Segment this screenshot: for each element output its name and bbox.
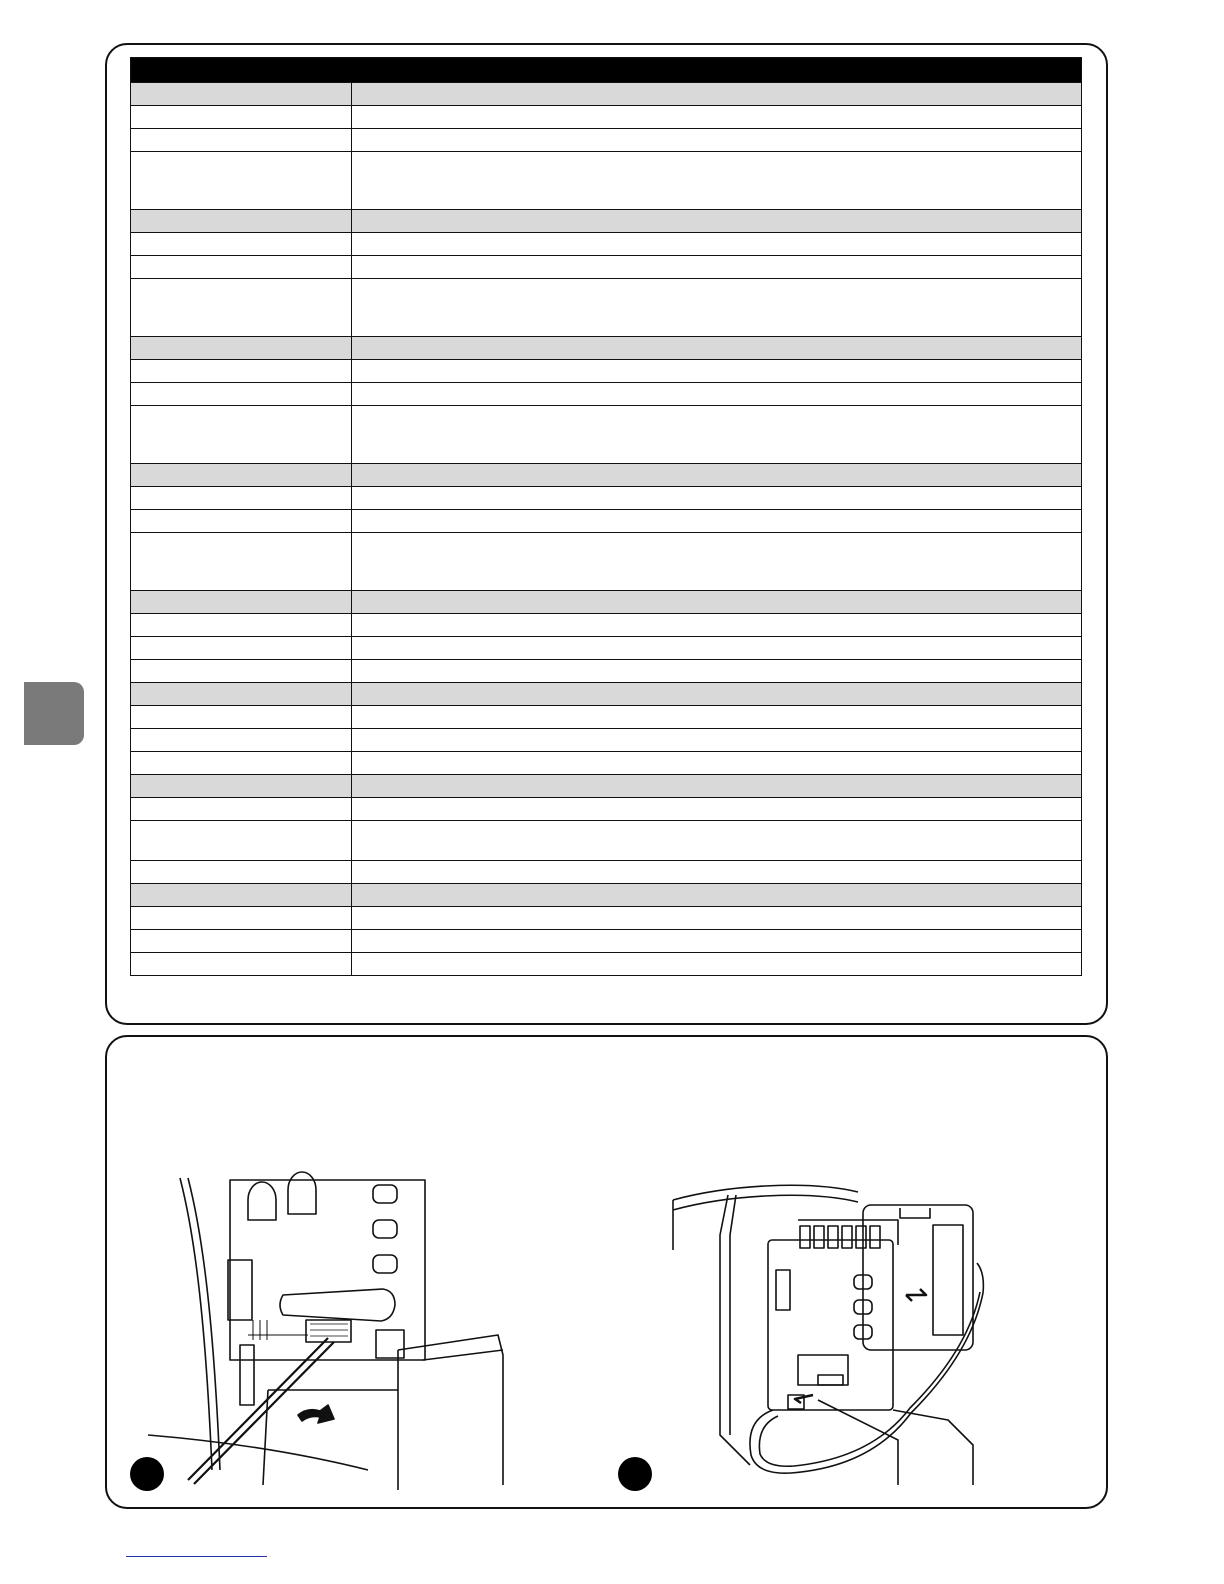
row-value [352,930,1082,953]
row-value [352,337,1082,360]
table-row [131,907,1082,930]
row-label [131,884,352,907]
row-label [131,729,352,752]
row-label [131,210,352,233]
screwdriver-illustration [148,1170,508,1490]
section-header-row [131,210,1082,233]
section-header-row [131,884,1082,907]
row-value [352,383,1082,406]
row-value [352,884,1082,907]
table-row [131,637,1082,660]
row-label [131,706,352,729]
row-label [131,383,352,406]
row-value [352,861,1082,884]
table-row [131,487,1082,510]
row-label [131,256,352,279]
section-header-row [131,464,1082,487]
row-label [131,683,352,706]
language-tab [24,682,84,745]
table-row [131,798,1082,821]
row-value [352,533,1082,591]
row-label [131,930,352,953]
row-label [131,637,352,660]
row-value [352,233,1082,256]
table-row [131,953,1082,976]
row-value [352,637,1082,660]
row-label [131,591,352,614]
table-row [131,233,1082,256]
row-value [352,706,1082,729]
table-row [131,406,1082,464]
table-header [131,58,1082,83]
row-value [352,683,1082,706]
table-row [131,129,1082,152]
row-label [131,106,352,129]
table-row [131,510,1082,533]
row-label [131,129,352,152]
table-row [131,383,1082,406]
row-label [131,775,352,798]
table-row [131,106,1082,129]
footer-link-underline [126,1556,267,1557]
section-header-row [131,337,1082,360]
row-label [131,907,352,930]
table-row [131,152,1082,210]
row-value [352,464,1082,487]
table-row [131,930,1082,953]
row-label [131,752,352,775]
table-row [131,752,1082,775]
section-header-row [131,775,1082,798]
table-row [131,533,1082,591]
row-value [352,614,1082,637]
row-label [131,510,352,533]
row-value [352,660,1082,683]
table-row [131,614,1082,637]
row-label [131,953,352,976]
row-label [131,279,352,337]
table-row [131,279,1082,337]
row-label [131,83,352,106]
row-value [352,953,1082,976]
row-value [352,279,1082,337]
table-row [131,256,1082,279]
row-value [352,83,1082,106]
row-value [352,256,1082,279]
row-label [131,233,352,256]
spec-table [130,57,1082,976]
row-value [352,106,1082,129]
row-label [131,798,352,821]
row-label [131,614,352,637]
section-header-row [131,683,1082,706]
figure-number-badge-1 [130,1457,164,1491]
row-value [352,798,1082,821]
row-value [352,360,1082,383]
figure-number-badge-2 [618,1457,652,1491]
table-header-row [131,58,1082,83]
row-label [131,533,352,591]
table-row [131,360,1082,383]
table-row [131,729,1082,752]
row-label [131,464,352,487]
row-label [131,660,352,683]
row-label [131,821,352,861]
row-value [352,129,1082,152]
row-label [131,152,352,210]
row-value [352,406,1082,464]
row-label [131,487,352,510]
section-header-row [131,83,1082,106]
row-value [352,152,1082,210]
row-label [131,406,352,464]
row-value [352,907,1082,930]
row-value [352,487,1082,510]
row-label [131,360,352,383]
row-label [131,337,352,360]
row-label [131,861,352,884]
row-value [352,591,1082,614]
row-value [352,821,1082,861]
row-value [352,210,1082,233]
row-value [352,729,1082,752]
row-value [352,752,1082,775]
table-row [131,861,1082,884]
table-row [131,821,1082,861]
table-row [131,706,1082,729]
row-value [352,775,1082,798]
row-value [352,510,1082,533]
section-header-row [131,591,1082,614]
control-unit-removal-illustration [668,1170,998,1490]
table-row [131,660,1082,683]
